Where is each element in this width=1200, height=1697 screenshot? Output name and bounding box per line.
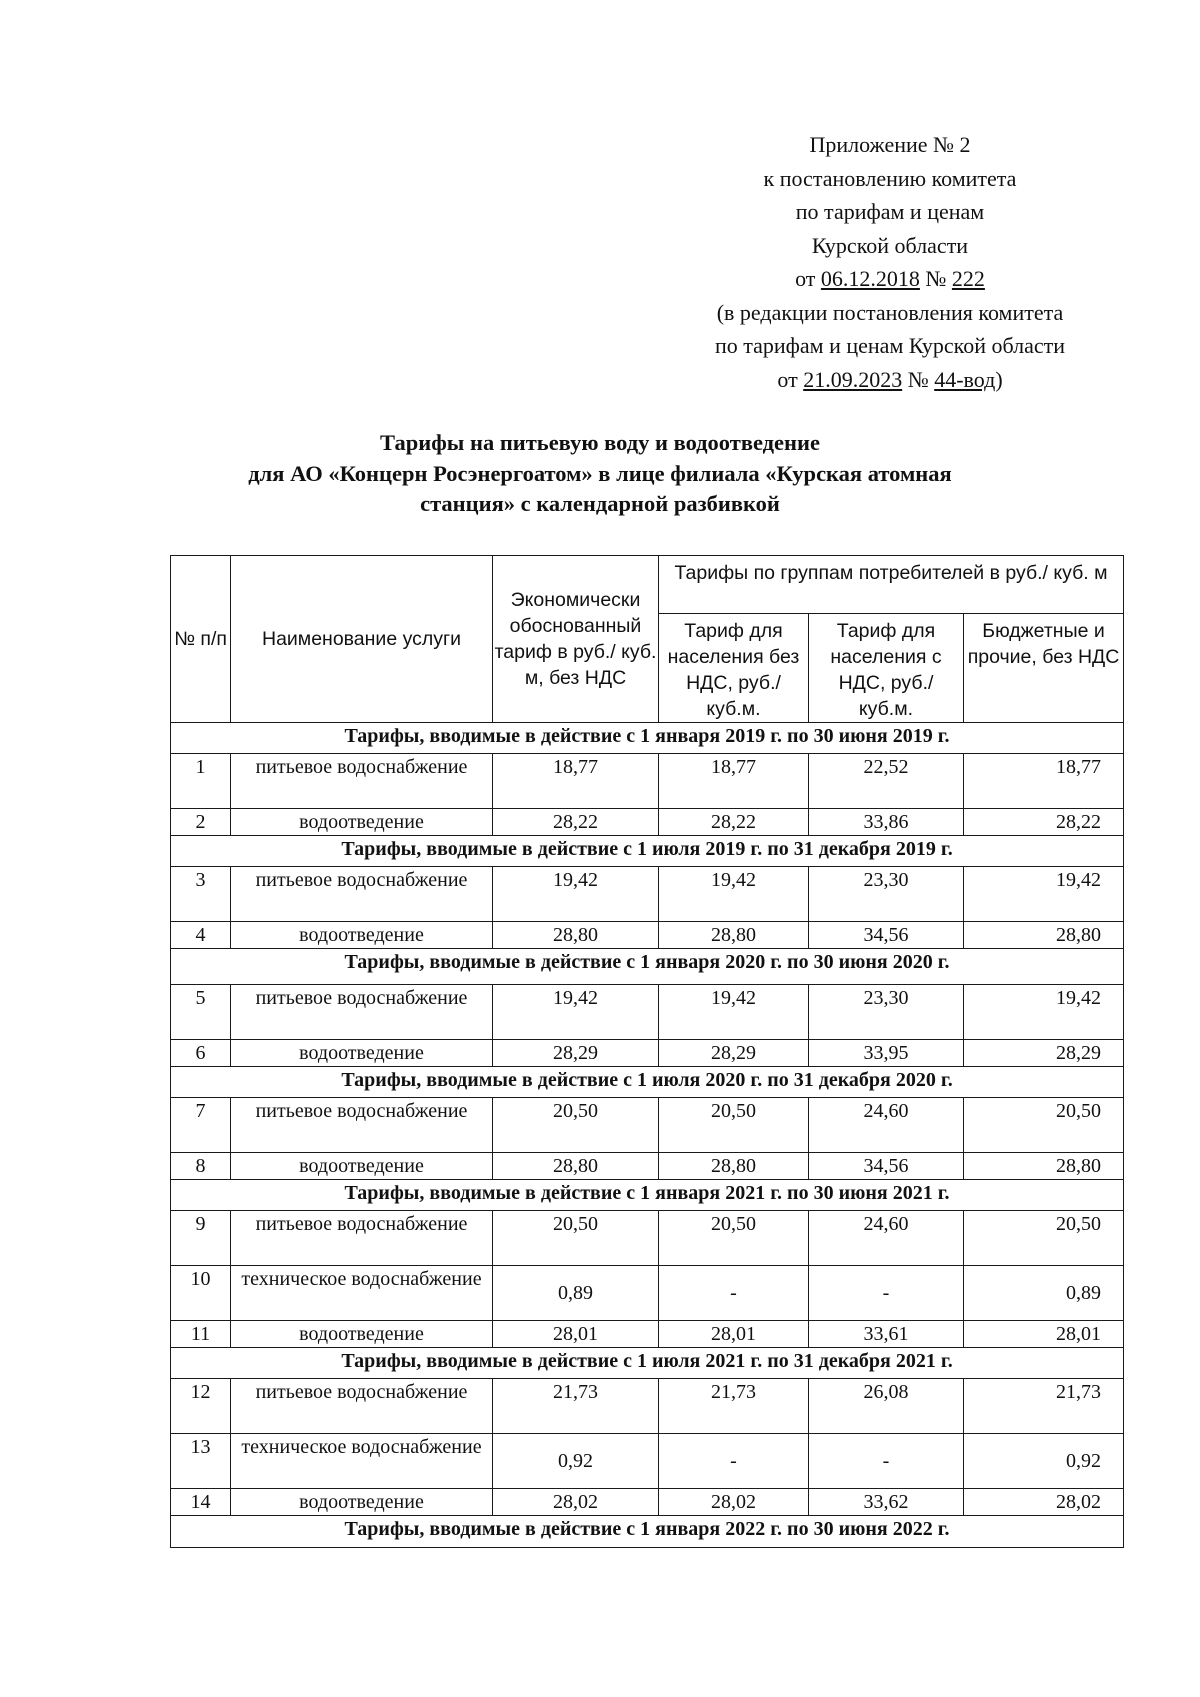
appendix-line: Курской области	[811, 232, 969, 258]
budget-tariff: 21,73	[964, 1379, 1124, 1434]
budget-tariff: 19,42	[964, 985, 1124, 1040]
appendix-line: Приложение № 2	[809, 132, 971, 157]
econ-tariff: 20,50	[493, 1211, 659, 1266]
rev-number-prefix: №	[902, 366, 935, 392]
population-vat-tariff: 24,60	[809, 1098, 964, 1153]
appendix-date-line	[640, 262, 1140, 296]
service-name: водоотведение	[231, 922, 493, 949]
revision-date-line	[640, 363, 1140, 397]
service-name: питьевое водоснабжение	[231, 1211, 493, 1266]
revision-date: 21.09.2023	[803, 366, 903, 392]
service-name: водоотведение	[231, 1040, 493, 1067]
population-vat-tariff: 23,30	[809, 867, 964, 922]
population-tariff: 18,77	[659, 754, 809, 809]
table-row	[171, 1434, 1124, 1489]
budget-tariff: 28,02	[964, 1489, 1124, 1516]
appendix-line: по тарифам и ценам	[795, 199, 985, 224]
document-title	[150, 428, 1050, 520]
header-groups: Тарифы по группам потребителей в руб./ куб. м	[659, 556, 1124, 614]
budget-tariff: 28,80	[964, 922, 1124, 949]
table-row	[171, 1098, 1124, 1153]
population-vat-tariff: 34,56	[809, 1153, 964, 1180]
population-tariff: 28,80	[659, 1153, 809, 1180]
tariff-table	[170, 555, 1124, 1548]
header-pop-no-vat: Тариф для населения без НДС, руб./ куб.м.	[659, 614, 809, 723]
period-row	[171, 723, 1124, 754]
header-budget: Бюджетные и прочие, без НДС	[964, 614, 1124, 723]
title-line: Тарифы на питьевую воду и водоотведение	[380, 430, 820, 455]
budget-tariff: 19,42	[964, 867, 1124, 922]
period-title: Тарифы, вводимые в действие с 1 января 2019 г. по 30 июня 2019 г.	[171, 723, 1124, 754]
period-row	[171, 836, 1124, 867]
population-vat-tariff: 33,95	[809, 1040, 964, 1067]
header-service: Наименование услуги	[231, 556, 493, 723]
econ-tariff: 28,01	[493, 1321, 659, 1348]
service-name: водоотведение	[231, 1489, 493, 1516]
row-number: 7	[171, 1098, 231, 1153]
table-row	[171, 1489, 1124, 1516]
period-title: Тарифы, вводимые в действие с 1 января 2021 г. по 30 июня 2021 г.	[171, 1180, 1124, 1211]
population-vat-tariff: 33,61	[809, 1321, 964, 1348]
population-tariff: 28,80	[659, 922, 809, 949]
econ-tariff: 28,02	[493, 1489, 659, 1516]
row-number: 12	[171, 1379, 231, 1434]
service-name: водоотведение	[231, 1321, 493, 1348]
period-title: Тарифы, вводимые в действие с 1 января 2020 г. по 30 июня 2020 г.	[171, 949, 1124, 985]
date-prefix: от	[795, 266, 821, 291]
population-vat-tariff: 26,08	[809, 1379, 964, 1434]
table-row	[171, 754, 1124, 809]
econ-tariff: 19,42	[493, 985, 659, 1040]
appendix-line: по тарифам и ценам Курской области	[714, 333, 1066, 358]
row-number: 11	[171, 1321, 231, 1348]
row-number: 10	[171, 1266, 231, 1321]
title-line: станция» с календарной разбивкой	[420, 491, 780, 516]
population-tariff: 19,42	[659, 867, 809, 922]
table-row	[171, 985, 1124, 1040]
table-row	[171, 1211, 1124, 1266]
period-title: Тарифы, вводимые в действие с 1 июля 2020 г. по 31 декабря 2020 г.	[171, 1067, 1124, 1098]
population-tariff: 28,02	[659, 1489, 809, 1516]
service-name: питьевое водоснабжение	[231, 754, 493, 809]
population-tariff: 28,01	[659, 1321, 809, 1348]
budget-tariff: 28,22	[964, 809, 1124, 836]
budget-tariff: 0,92	[964, 1434, 1124, 1489]
population-vat-tariff: -	[809, 1434, 964, 1489]
table-row	[171, 1153, 1124, 1180]
header-econ: Экономически обоснованный тариф в руб./ куб. м, без НДС	[493, 556, 659, 723]
population-vat-tariff: 24,60	[809, 1211, 964, 1266]
econ-tariff: 28,80	[493, 1153, 659, 1180]
budget-tariff: 20,50	[964, 1211, 1124, 1266]
population-tariff: 20,50	[659, 1098, 809, 1153]
population-vat-tariff: -	[809, 1266, 964, 1321]
population-tariff: 21,73	[659, 1379, 809, 1434]
header-num: № п/п	[171, 556, 231, 723]
title-line: для АО «Концерн Росэнергоатом» в лице филиала «Курская атомная	[248, 460, 952, 486]
row-number: 14	[171, 1489, 231, 1516]
period-row	[171, 1180, 1124, 1211]
period-title: Тарифы, вводимые в действие с 1 января 2022 г. по 30 июня 2022 г.	[171, 1516, 1124, 1548]
table-row	[171, 867, 1124, 922]
row-number: 6	[171, 1040, 231, 1067]
table-row	[171, 1266, 1124, 1321]
econ-tariff: 18,77	[493, 754, 659, 809]
table-row	[171, 922, 1124, 949]
table-row	[171, 1379, 1124, 1434]
population-vat-tariff: 22,52	[809, 754, 964, 809]
budget-tariff: 28,29	[964, 1040, 1124, 1067]
revision-number: 44-вод	[934, 366, 996, 392]
row-number: 5	[171, 985, 231, 1040]
econ-tariff: 0,89	[493, 1266, 659, 1321]
service-name: питьевое водоснабжение	[231, 985, 493, 1040]
service-name: питьевое водоснабжение	[231, 867, 493, 922]
table-row	[171, 1040, 1124, 1067]
econ-tariff: 20,50	[493, 1098, 659, 1153]
econ-tariff: 28,80	[493, 922, 659, 949]
budget-tariff: 0,89	[964, 1266, 1124, 1321]
population-vat-tariff: 33,86	[809, 809, 964, 836]
econ-tariff: 28,22	[493, 809, 659, 836]
number-prefix: №	[919, 266, 952, 291]
service-name: водоотведение	[231, 809, 493, 836]
econ-tariff: 19,42	[493, 867, 659, 922]
rev-suffix: )	[995, 366, 1003, 392]
period-row	[171, 1348, 1124, 1379]
budget-tariff: 28,01	[964, 1321, 1124, 1348]
row-number: 1	[171, 754, 231, 809]
period-title: Тарифы, вводимые в действие с 1 июля 2019 г. по 31 декабря 2019 г.	[171, 836, 1124, 867]
econ-tariff: 0,92	[493, 1434, 659, 1489]
population-tariff: 28,22	[659, 809, 809, 836]
row-number: 2	[171, 809, 231, 836]
service-name: техническое водоснабжение	[231, 1266, 493, 1321]
population-vat-tariff: 34,56	[809, 922, 964, 949]
service-name: водоотведение	[231, 1153, 493, 1180]
service-name: техническое водоснабжение	[231, 1434, 493, 1489]
econ-tariff: 21,73	[493, 1379, 659, 1434]
period-row	[171, 1067, 1124, 1098]
econ-tariff: 28,29	[493, 1040, 659, 1067]
table-row	[171, 1321, 1124, 1348]
period-title: Тарифы, вводимые в действие с 1 июля 2021 г. по 31 декабря 2021 г.	[171, 1348, 1124, 1379]
population-tariff: 19,42	[659, 985, 809, 1040]
header-pop-vat: Тариф для населения с НДС, руб./ куб.м.	[809, 614, 964, 723]
tariff-table-body	[171, 723, 1124, 1548]
service-name: питьевое водоснабжение	[231, 1379, 493, 1434]
population-tariff: 28,29	[659, 1040, 809, 1067]
budget-tariff: 18,77	[964, 754, 1124, 809]
rev-prefix: от	[777, 366, 804, 392]
period-row	[171, 1516, 1124, 1548]
population-tariff: 20,50	[659, 1211, 809, 1266]
row-number: 9	[171, 1211, 231, 1266]
row-number: 4	[171, 922, 231, 949]
row-number: 3	[171, 867, 231, 922]
budget-tariff: 28,80	[964, 1153, 1124, 1180]
table-row	[171, 809, 1124, 836]
appendix-line: (в редакции постановления комитета	[716, 299, 1064, 325]
population-vat-tariff: 23,30	[809, 985, 964, 1040]
population-tariff: -	[659, 1434, 809, 1489]
budget-tariff: 20,50	[964, 1098, 1124, 1153]
row-number: 8	[171, 1153, 231, 1180]
service-name: питьевое водоснабжение	[231, 1098, 493, 1153]
population-tariff: -	[659, 1266, 809, 1321]
appendix-block	[640, 128, 1140, 396]
row-number: 13	[171, 1434, 231, 1489]
resolution-number: 222	[951, 266, 985, 291]
period-row	[171, 949, 1124, 985]
resolution-date: 06.12.2018	[820, 266, 920, 291]
appendix-line: к постановлению комитета	[763, 165, 1017, 191]
population-vat-tariff: 33,62	[809, 1489, 964, 1516]
